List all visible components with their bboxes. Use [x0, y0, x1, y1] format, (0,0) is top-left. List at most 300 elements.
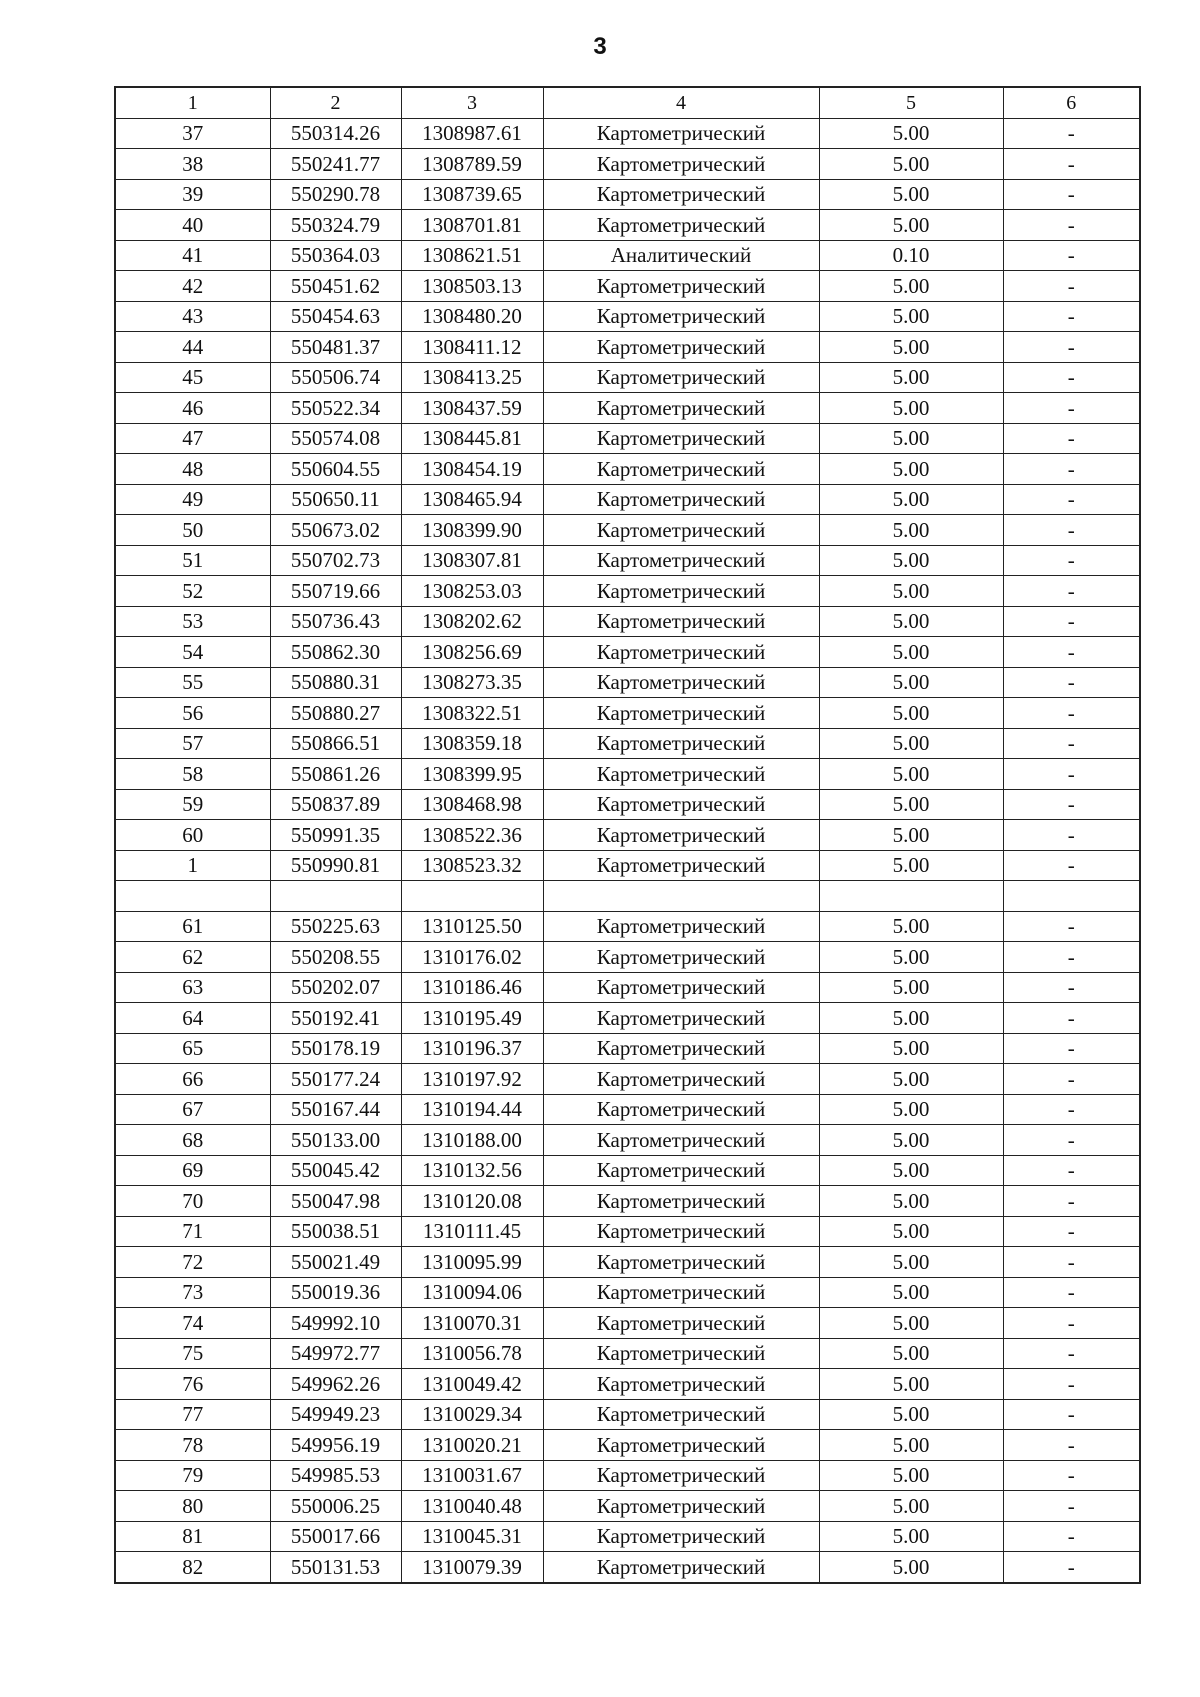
table-cell-col-6: -: [1003, 149, 1140, 180]
table-cell-col-2: 550192.41: [270, 1003, 401, 1034]
column-header-5: 5: [819, 87, 1003, 118]
table-cell-col-6: -: [1003, 1216, 1140, 1247]
table-cell-col-4: Картометрический: [543, 1094, 819, 1125]
column-header-1: 1: [115, 87, 270, 118]
table-cell-col-6: -: [1003, 606, 1140, 637]
table-cell-col-6: -: [1003, 789, 1140, 820]
table-cell-col-4: Картометрический: [543, 1216, 819, 1247]
table-cell-col-2: 550021.49: [270, 1247, 401, 1278]
table-cell-col-4: Картометрический: [543, 1033, 819, 1064]
table-cell-col-4: Картометрический: [543, 454, 819, 485]
table-cell-col-5: 5.00: [819, 1094, 1003, 1125]
table-cell-col-4: Картометрический: [543, 1338, 819, 1369]
table-cell-col-5: 5.00: [819, 606, 1003, 637]
table-cell-col-6: -: [1003, 362, 1140, 393]
table-cell-col-5: 5.00: [819, 911, 1003, 942]
table-cell-col-5: 5.00: [819, 1338, 1003, 1369]
table-row: [115, 362, 1140, 393]
table-cell-col-1: 75: [115, 1338, 270, 1369]
column-header-2: 2: [270, 87, 401, 118]
table-cell-col-3: 1310176.02: [401, 942, 543, 973]
table-cell-col-3: 1310132.56: [401, 1155, 543, 1186]
table-cell-col-6: -: [1003, 850, 1140, 881]
table-cell-col-2: 550324.79: [270, 210, 401, 241]
table-cell-col-3: 1308503.13: [401, 271, 543, 302]
table-cell-col-6: -: [1003, 1155, 1140, 1186]
table-cell-col-1: 81: [115, 1521, 270, 1552]
table-cell-col-5: 5.00: [819, 1399, 1003, 1430]
table-cell-col-1: 54: [115, 637, 270, 668]
table-cell-col-2: 549962.26: [270, 1369, 401, 1400]
table-cell-col-3: 1310040.48: [401, 1491, 543, 1522]
table-cell-col-6: -: [1003, 911, 1140, 942]
table-cell-col-2: 550208.55: [270, 942, 401, 973]
table-row: [115, 789, 1140, 820]
column-header-4: 4: [543, 87, 819, 118]
table-cell-col-2: 549992.10: [270, 1308, 401, 1339]
table-cell-col-6: -: [1003, 1003, 1140, 1034]
table-cell-col-3: 1308522.36: [401, 820, 543, 851]
table-row: [115, 820, 1140, 851]
table-cell-col-2: 550650.11: [270, 484, 401, 515]
table-cell-col-5: 5.00: [819, 393, 1003, 424]
table-cell-col-5: 5.00: [819, 1003, 1003, 1034]
table-cell-col-6: -: [1003, 1430, 1140, 1461]
table-cell-col-4: [543, 881, 819, 912]
table-cell-col-3: 1310045.31: [401, 1521, 543, 1552]
table-cell-col-5: 5.00: [819, 1430, 1003, 1461]
table-cell-col-2: 550866.51: [270, 728, 401, 759]
table-row: [115, 972, 1140, 1003]
table-row: [115, 1003, 1140, 1034]
table-cell-col-6: -: [1003, 118, 1140, 149]
table-cell-col-5: 5.00: [819, 1521, 1003, 1552]
table-cell-col-2: 550225.63: [270, 911, 401, 942]
table-row: [115, 149, 1140, 180]
table-cell-col-1: 43: [115, 301, 270, 332]
column-header-6: 6: [1003, 87, 1140, 118]
table-cell-col-3: 1310029.34: [401, 1399, 543, 1430]
table-cell-col-1: 77: [115, 1399, 270, 1430]
table-cell-col-6: -: [1003, 1460, 1140, 1491]
table-cell-col-3: 1308437.59: [401, 393, 543, 424]
table-cell-col-5: 5.00: [819, 149, 1003, 180]
table-cell-col-4: Картометрический: [543, 332, 819, 363]
table-cell-col-1: 45: [115, 362, 270, 393]
table-cell-col-1: 37: [115, 118, 270, 149]
table-cell-col-5: 5.00: [819, 210, 1003, 241]
table-cell-col-1: 51: [115, 545, 270, 576]
table-cell-col-1: 70: [115, 1186, 270, 1217]
table-cell-col-1: 48: [115, 454, 270, 485]
table-cell-col-5: 0.10: [819, 240, 1003, 271]
table-cell-col-2: 550990.81: [270, 850, 401, 881]
table-cell-col-2: 550178.19: [270, 1033, 401, 1064]
table-row: [115, 698, 1140, 729]
table-body: [115, 118, 1140, 1583]
table-cell-col-1: 63: [115, 972, 270, 1003]
table-cell-col-5: [819, 881, 1003, 912]
table-cell-col-1: 72: [115, 1247, 270, 1278]
table-row: [115, 1247, 1140, 1278]
table-row: [115, 393, 1140, 424]
table-row: [115, 484, 1140, 515]
table-cell-col-6: -: [1003, 667, 1140, 698]
table-cell-col-1: 82: [115, 1552, 270, 1583]
table-cell-col-4: Картометрический: [543, 576, 819, 607]
table-cell-col-4: Картометрический: [543, 271, 819, 302]
table-cell-col-1: 47: [115, 423, 270, 454]
table-cell-col-3: 1310056.78: [401, 1338, 543, 1369]
table-cell-col-2: 550167.44: [270, 1094, 401, 1125]
table-cell-col-3: 1310195.49: [401, 1003, 543, 1034]
table-cell-col-1: 57: [115, 728, 270, 759]
table-cell-col-2: 550017.66: [270, 1521, 401, 1552]
table-cell-col-5: 5.00: [819, 1216, 1003, 1247]
column-header-3: 3: [401, 87, 543, 118]
table-cell-col-4: Картометрический: [543, 606, 819, 637]
table-cell-col-1: 78: [115, 1430, 270, 1461]
table-cell-col-5: 5.00: [819, 759, 1003, 790]
table-cell-col-4: Картометрический: [543, 1003, 819, 1034]
table-cell-col-3: 1308480.20: [401, 301, 543, 332]
table-cell-col-4: Картометрический: [543, 1521, 819, 1552]
table-cell-col-4: Картометрический: [543, 789, 819, 820]
table-cell-col-4: Аналитический: [543, 240, 819, 271]
table-cell-col-5: 5.00: [819, 1125, 1003, 1156]
table-cell-col-6: -: [1003, 484, 1140, 515]
table-cell-col-6: -: [1003, 698, 1140, 729]
table-row: [115, 545, 1140, 576]
table-cell-col-1: 71: [115, 1216, 270, 1247]
table-cell-col-4: Картометрический: [543, 1125, 819, 1156]
table-cell-col-4: Картометрический: [543, 1186, 819, 1217]
table-cell-col-6: -: [1003, 1064, 1140, 1095]
table-cell-col-1: 55: [115, 667, 270, 698]
table-row: [115, 515, 1140, 546]
table-cell-col-5: 5.00: [819, 1369, 1003, 1400]
table-cell-col-6: -: [1003, 1247, 1140, 1278]
table-cell-col-3: 1308273.35: [401, 667, 543, 698]
table-cell-col-5: 5.00: [819, 1491, 1003, 1522]
table-cell-col-2: 550522.34: [270, 393, 401, 424]
table-cell-col-4: Картометрический: [543, 1552, 819, 1583]
table-cell-col-2: 550131.53: [270, 1552, 401, 1583]
table-cell-col-2: 550673.02: [270, 515, 401, 546]
table-cell-col-6: -: [1003, 240, 1140, 271]
table-cell-col-1: 68: [115, 1125, 270, 1156]
table-cell-col-1: [115, 881, 270, 912]
table-cell-col-6: -: [1003, 1399, 1140, 1430]
table-cell-col-2: 550241.77: [270, 149, 401, 180]
table-cell-col-1: 42: [115, 271, 270, 302]
table-cell-col-6: -: [1003, 1186, 1140, 1217]
table-cell-col-3: 1310094.06: [401, 1277, 543, 1308]
table-cell-col-3: 1310197.92: [401, 1064, 543, 1095]
table-cell-col-1: 80: [115, 1491, 270, 1522]
table-row: [115, 210, 1140, 241]
table-cell-col-3: 1310196.37: [401, 1033, 543, 1064]
table-cell-col-5: 5.00: [819, 1064, 1003, 1095]
table-cell-col-3: 1310111.45: [401, 1216, 543, 1247]
table-cell-col-1: 64: [115, 1003, 270, 1034]
table-cell-col-6: -: [1003, 1125, 1140, 1156]
table-cell-col-2: 550837.89: [270, 789, 401, 820]
table-cell-col-3: 1308253.03: [401, 576, 543, 607]
table-row: [115, 1491, 1140, 1522]
table-cell-col-3: 1308701.81: [401, 210, 543, 241]
table-cell-col-4: Картометрический: [543, 759, 819, 790]
table-cell-col-2: 550006.25: [270, 1491, 401, 1522]
table-cell-col-2: 550038.51: [270, 1216, 401, 1247]
table-row: [115, 759, 1140, 790]
table-cell-col-4: Картометрический: [543, 423, 819, 454]
table-cell-col-1: 69: [115, 1155, 270, 1186]
table-cell-col-4: Картометрический: [543, 1064, 819, 1095]
table-row: [115, 942, 1140, 973]
table-cell-col-4: Картометрический: [543, 698, 819, 729]
table-cell-col-1: 79: [115, 1460, 270, 1491]
table-cell-col-2: 550880.31: [270, 667, 401, 698]
table-cell-col-6: -: [1003, 1491, 1140, 1522]
table-cell-col-5: 5.00: [819, 484, 1003, 515]
table-row: [115, 1552, 1140, 1583]
table-cell-col-3: 1308399.90: [401, 515, 543, 546]
table-cell-col-6: -: [1003, 576, 1140, 607]
table-cell-col-5: 5.00: [819, 850, 1003, 881]
table-cell-col-1: 49: [115, 484, 270, 515]
table-cell-col-4: Картометрический: [543, 118, 819, 149]
table-cell-col-3: 1308621.51: [401, 240, 543, 271]
table-cell-col-3: 1308359.18: [401, 728, 543, 759]
table-cell-col-2: 550574.08: [270, 423, 401, 454]
table-cell-col-5: 5.00: [819, 972, 1003, 1003]
table-cell-col-5: 5.00: [819, 301, 1003, 332]
table-cell-col-1: 40: [115, 210, 270, 241]
table-cell-col-1: 67: [115, 1094, 270, 1125]
table-row: [115, 1155, 1140, 1186]
table-cell-col-5: 5.00: [819, 332, 1003, 363]
table-cell-col-3: 1308987.61: [401, 118, 543, 149]
table-cell-col-6: -: [1003, 393, 1140, 424]
table-cell-col-2: 550702.73: [270, 545, 401, 576]
table-cell-col-4: Картометрический: [543, 149, 819, 180]
table-cell-col-4: Картометрический: [543, 1369, 819, 1400]
table-row: [115, 454, 1140, 485]
table-cell-col-3: 1308468.98: [401, 789, 543, 820]
table-cell-col-1: 39: [115, 179, 270, 210]
table-row: [115, 1064, 1140, 1095]
table-cell-col-6: -: [1003, 972, 1140, 1003]
table-cell-col-5: 5.00: [819, 515, 1003, 546]
table-cell-col-5: 5.00: [819, 271, 1003, 302]
table-row: [115, 1216, 1140, 1247]
table-cell-col-2: 550880.27: [270, 698, 401, 729]
table-cell-col-4: Картометрический: [543, 1399, 819, 1430]
table-cell-col-6: -: [1003, 1552, 1140, 1583]
table-cell-col-3: 1308399.95: [401, 759, 543, 790]
table-row: [115, 1277, 1140, 1308]
table-cell-col-2: 550506.74: [270, 362, 401, 393]
table-cell-col-5: 5.00: [819, 942, 1003, 973]
table-cell-col-6: -: [1003, 942, 1140, 973]
table-cell-col-1: 76: [115, 1369, 270, 1400]
page-number: 3: [593, 33, 607, 60]
table-cell-col-4: Картометрический: [543, 545, 819, 576]
table-cell-col-1: 61: [115, 911, 270, 942]
table-cell-col-5: 5.00: [819, 1277, 1003, 1308]
table-cell-col-1: 52: [115, 576, 270, 607]
table-row: [115, 1369, 1140, 1400]
table-cell-col-1: 56: [115, 698, 270, 729]
table-cell-col-3: 1308454.19: [401, 454, 543, 485]
table-cell-col-5: 5.00: [819, 789, 1003, 820]
table-cell-col-2: 550481.37: [270, 332, 401, 363]
table-cell-col-6: -: [1003, 759, 1140, 790]
table-cell-col-6: -: [1003, 545, 1140, 576]
table-cell-col-3: 1308445.81: [401, 423, 543, 454]
table-cell-col-2: 549972.77: [270, 1338, 401, 1369]
table-row: [115, 1399, 1140, 1430]
table-cell-col-2: 550290.78: [270, 179, 401, 210]
table-cell-col-6: -: [1003, 1277, 1140, 1308]
table-cell-col-1: 50: [115, 515, 270, 546]
table-cell-col-3: 1310194.44: [401, 1094, 543, 1125]
table-cell-col-6: -: [1003, 515, 1140, 546]
table-cell-col-2: 550314.26: [270, 118, 401, 149]
table-cell-col-6: -: [1003, 728, 1140, 759]
table-cell-col-4: Картометрический: [543, 484, 819, 515]
table-cell-col-3: 1310070.31: [401, 1308, 543, 1339]
table-cell-col-1: 46: [115, 393, 270, 424]
coordinates-table: [114, 86, 1141, 1584]
table-cell-col-1: 59: [115, 789, 270, 820]
table-cell-col-3: 1308256.69: [401, 637, 543, 668]
table-cell-col-3: 1308322.51: [401, 698, 543, 729]
table-cell-col-5: 5.00: [819, 667, 1003, 698]
table-cell-col-4: Картометрический: [543, 1460, 819, 1491]
table-cell-col-6: -: [1003, 1369, 1140, 1400]
table-cell-col-6: -: [1003, 1094, 1140, 1125]
table-row: [115, 606, 1140, 637]
table-cell-col-2: 550862.30: [270, 637, 401, 668]
table-cell-col-2: 550719.66: [270, 576, 401, 607]
table-cell-col-6: -: [1003, 179, 1140, 210]
table-cell-col-2: 550454.63: [270, 301, 401, 332]
table-cell-col-4: Картометрический: [543, 393, 819, 424]
table-cell-col-6: -: [1003, 210, 1140, 241]
table-cell-col-3: 1308411.12: [401, 332, 543, 363]
header-row: [115, 87, 1140, 118]
table-cell-col-1: 41: [115, 240, 270, 271]
table-cell-col-2: 550045.42: [270, 1155, 401, 1186]
table-cell-col-3: 1310188.00: [401, 1125, 543, 1156]
table-cell-col-4: Картометрический: [543, 1308, 819, 1339]
table-cell-col-2: 550451.62: [270, 271, 401, 302]
table-cell-col-4: Картометрический: [543, 728, 819, 759]
table-row: [115, 1521, 1140, 1552]
table-cell-col-6: -: [1003, 1521, 1140, 1552]
table-cell-col-4: Картометрический: [543, 1430, 819, 1461]
table-cell-col-2: 550364.03: [270, 240, 401, 271]
table-cell-col-5: 5.00: [819, 1308, 1003, 1339]
table-cell-col-6: -: [1003, 637, 1140, 668]
table-cell-col-5: 5.00: [819, 1247, 1003, 1278]
table-cell-col-1: 74: [115, 1308, 270, 1339]
table-cell-col-4: Картометрический: [543, 179, 819, 210]
table-cell-col-3: 1310079.39: [401, 1552, 543, 1583]
table-cell-col-4: Картометрический: [543, 1155, 819, 1186]
table-cell-col-5: 5.00: [819, 545, 1003, 576]
table-cell-col-5: 5.00: [819, 728, 1003, 759]
table-row: [115, 850, 1140, 881]
table-cell-col-5: 5.00: [819, 637, 1003, 668]
table-cell-col-5: 5.00: [819, 362, 1003, 393]
table-cell-col-2: 550202.07: [270, 972, 401, 1003]
table-cell-col-1: 44: [115, 332, 270, 363]
table-cell-col-5: 5.00: [819, 576, 1003, 607]
table-cell-col-5: 5.00: [819, 454, 1003, 485]
table-cell-col-3: 1310049.42: [401, 1369, 543, 1400]
table-cell-col-1: 60: [115, 820, 270, 851]
table-cell-col-2: 550177.24: [270, 1064, 401, 1095]
table-cell-col-3: 1310120.08: [401, 1186, 543, 1217]
table-cell-col-3: [401, 881, 543, 912]
table-cell-col-2: 550019.36: [270, 1277, 401, 1308]
table-row: [115, 332, 1140, 363]
table-cell-col-2: 550736.43: [270, 606, 401, 637]
table-cell-col-4: Картометрический: [543, 515, 819, 546]
table-cell-col-3: 1308413.25: [401, 362, 543, 393]
table-cell-col-2: 550991.35: [270, 820, 401, 851]
table-cell-col-6: -: [1003, 1338, 1140, 1369]
table-cell-col-3: 1308789.59: [401, 149, 543, 180]
table-row: [115, 118, 1140, 149]
table-cell-col-3: 1310031.67: [401, 1460, 543, 1491]
table-cell-col-1: 38: [115, 149, 270, 180]
table-cell-col-5: 5.00: [819, 820, 1003, 851]
table-cell-col-5: 5.00: [819, 698, 1003, 729]
table-cell-col-4: Картометрический: [543, 911, 819, 942]
table-cell-col-2: 549985.53: [270, 1460, 401, 1491]
table-row: [115, 637, 1140, 668]
table-row: [115, 1308, 1140, 1339]
table-cell-col-1: 53: [115, 606, 270, 637]
table-cell-col-5: 5.00: [819, 1155, 1003, 1186]
table-cell-col-4: Картометрический: [543, 667, 819, 698]
table-row: [115, 1094, 1140, 1125]
table-cell-col-6: -: [1003, 332, 1140, 363]
table-cell-col-3: 1308307.81: [401, 545, 543, 576]
table-row: [115, 271, 1140, 302]
table-cell-col-5: 5.00: [819, 1552, 1003, 1583]
table-cell-col-5: 5.00: [819, 118, 1003, 149]
table-row: [115, 1125, 1140, 1156]
table-cell-col-6: -: [1003, 1033, 1140, 1064]
table-row: [115, 301, 1140, 332]
table-cell-col-1: 1: [115, 850, 270, 881]
table-cell-col-4: Картометрический: [543, 850, 819, 881]
table-cell-col-1: 65: [115, 1033, 270, 1064]
table-cell-col-4: Картометрический: [543, 820, 819, 851]
table-cell-col-3: 1308739.65: [401, 179, 543, 210]
table-cell-col-1: 66: [115, 1064, 270, 1095]
table-row: [115, 179, 1140, 210]
table-row: [115, 911, 1140, 942]
table-cell-col-6: -: [1003, 301, 1140, 332]
table-cell-col-4: Картометрический: [543, 637, 819, 668]
table-cell-col-6: -: [1003, 820, 1140, 851]
